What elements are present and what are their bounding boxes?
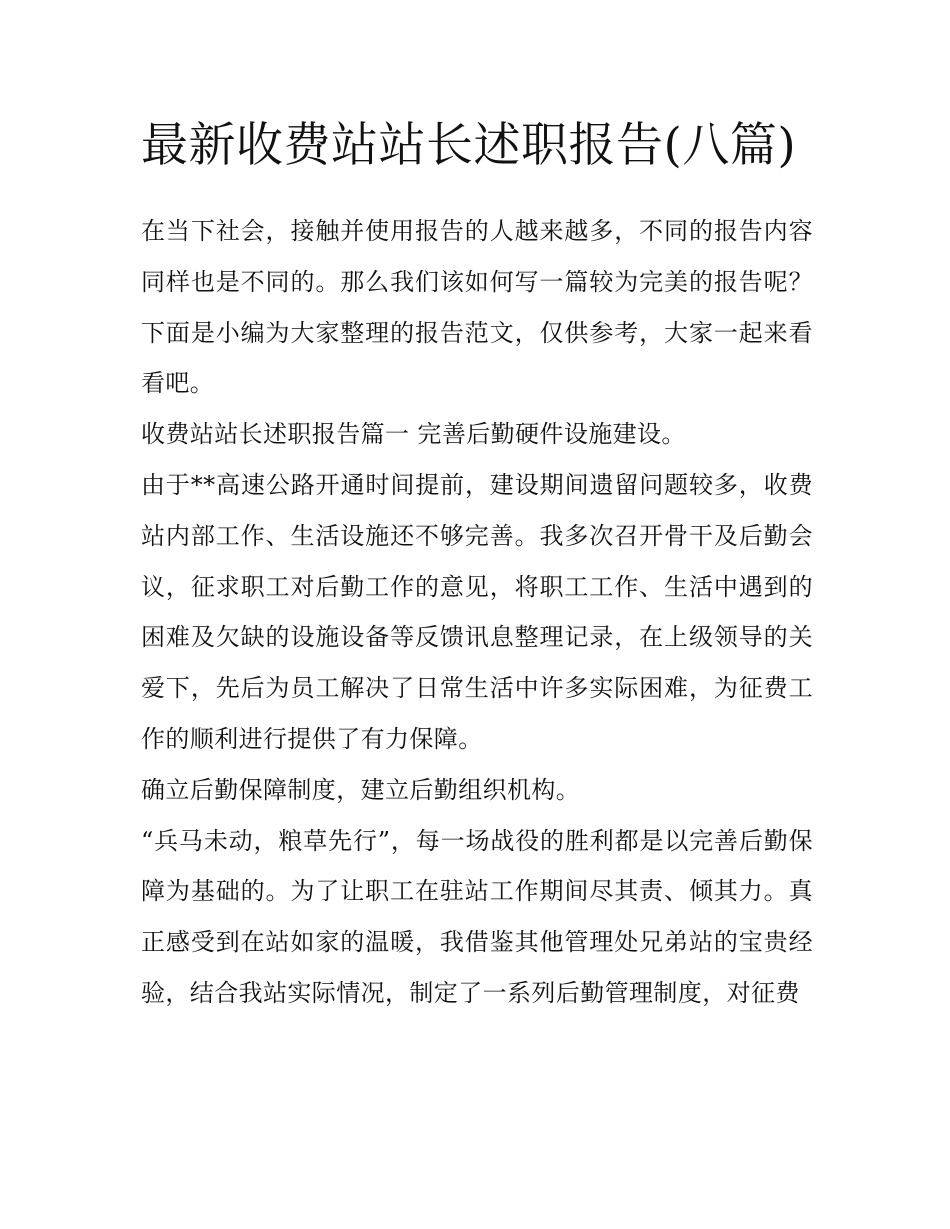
document-content [141, 112, 813, 1019]
paragraph-logistics-facilities: 由于**高速公路开通时间提前，建设期间遗留问题较多，收费站内部工作、生活设施还不够完善。我多次召开骨干及后勤会议，征求职工对后勤工作的意见，将职工工作、生活中遇到的困难及欠缺的设施设备等反馈讯息整理记录，在上级领导的关爱下，先后为员工解决了日常生活中许多实际困难，为征费工作的顺利进行提供了有力保障。 [141, 470, 813, 753]
paragraph-logistics-system: “兵马未动，粮草先行”，每一场战役的胜利都是以完善后勤保障为基础的。为了让职工在驻站工作期间尽其责、倾其力。真正感受到在站如家的温暖，我借鉴其他管理处兄弟站的宝贵经验，结合我站实际情况，制定了一系列后勤管理制度，对征费 [141, 826, 813, 1007]
paragraph-intro: 在当下社会，接触并使用报告的人越来越多，不同的报告内容同样也是不同的。那么我们该如何写一篇较为完美的报告呢？下面是小编为大家整理的报告范文，仅供参考，大家一起来看看吧。 [141, 217, 813, 398]
document-body [141, 206, 813, 1019]
document-title: 最新收费站站长述职报告(八篇) [141, 118, 797, 173]
paragraph-section-heading: 收费站站长述职报告篇一 完善后勤硬件设施建设。 [141, 420, 686, 449]
paragraph-subheading: 确立后勤保障制度，建立后勤组织机构。 [141, 775, 581, 804]
